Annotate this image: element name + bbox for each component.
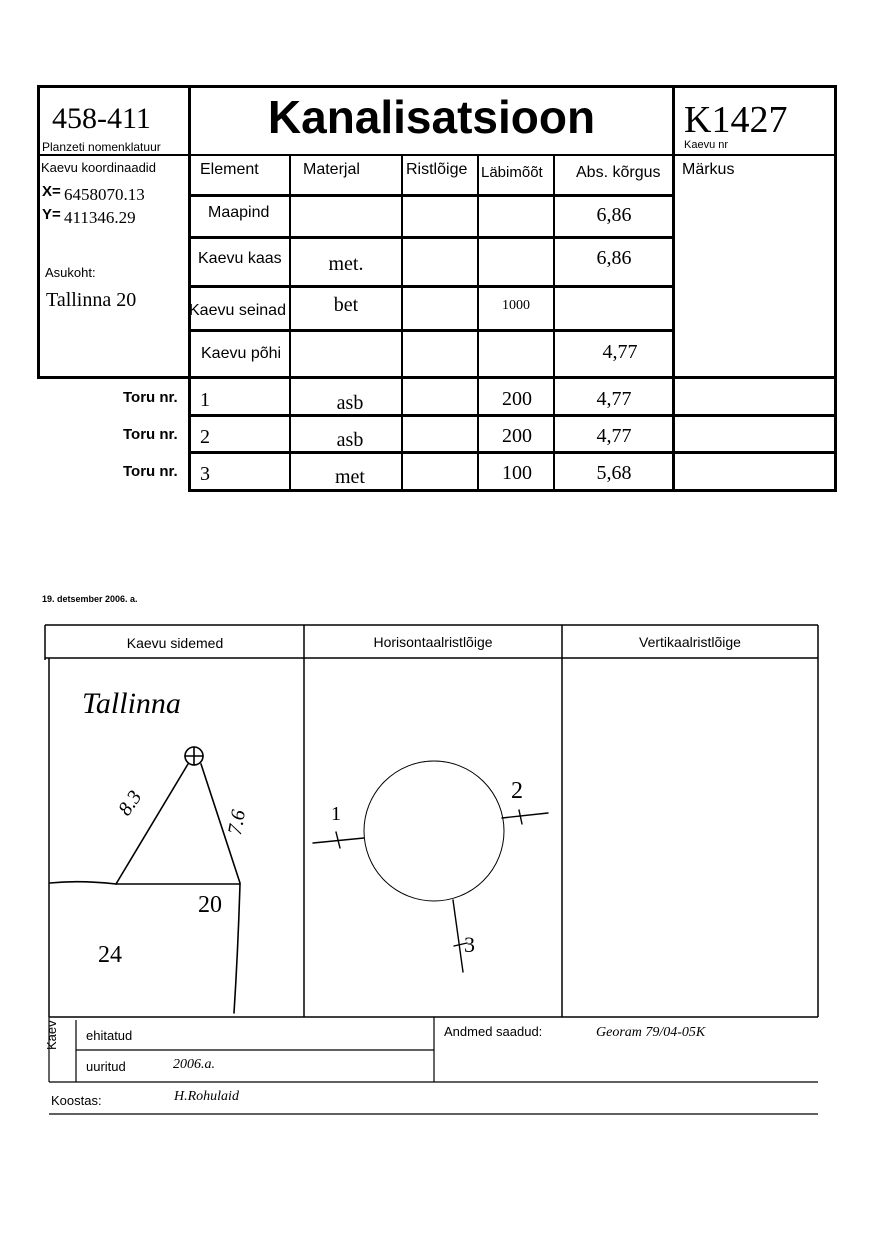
pipe-diameter: 100 — [502, 462, 532, 484]
y-coordinate-value: 411346.29 — [64, 208, 136, 227]
coordinates-label: Kaevu koordinaadid — [41, 160, 156, 175]
data-source-label: Andmed saadud: — [444, 1024, 543, 1039]
x-coordinate-value: 6458070.13 — [64, 185, 145, 204]
col-header-abs-height: Abs. kõrgus — [576, 164, 661, 181]
element-name: Kaevu seinad — [189, 302, 286, 319]
col-title-vertical-section: Vertikaalristlõige — [639, 634, 741, 650]
pipe-abs-height: 4,77 — [596, 388, 632, 410]
well-number: K1427 — [684, 99, 788, 141]
element-name: Maapind — [208, 204, 270, 221]
pipe-number: 2 — [200, 426, 210, 448]
pipe-material: asb — [336, 429, 364, 451]
pipe-abs-height: 5,68 — [596, 462, 632, 484]
nomenclature-label: Planzeti nomenklatuur — [42, 140, 161, 154]
pipe-2-label: 2 — [511, 778, 523, 804]
element-diameter: 1000 — [502, 298, 530, 313]
surveyed-value: 2006.a. — [173, 1057, 215, 1072]
pipe-material: asb — [336, 392, 364, 414]
built-label: ehitatud — [86, 1028, 133, 1043]
col-header-remark: Märkus — [682, 161, 735, 178]
house-number: 24 — [98, 942, 122, 968]
distance-bottom: 20 — [198, 892, 222, 918]
well-circle — [364, 761, 504, 901]
pipe-3-label: 3 — [464, 932, 475, 957]
well-number-label: Kaevu nr — [684, 139, 729, 151]
nomenclature-value: 458-411 — [52, 102, 151, 135]
pipe-material: met — [335, 466, 365, 488]
pipe-1-label: 1 — [331, 803, 341, 825]
pipe-diameter: 200 — [502, 388, 532, 410]
distance-right: 7.6 — [224, 808, 251, 837]
location-label: Asukoht: — [45, 265, 96, 280]
location-value: Tallinna 20 — [46, 289, 137, 311]
data-source-value: Georam 79/04-05K — [596, 1025, 706, 1040]
col-header-material: Materjal — [303, 161, 360, 178]
element-material: bet — [333, 294, 359, 316]
page-title: Kanalisatsioon — [267, 91, 596, 143]
element-abs-height: 6,86 — [596, 204, 632, 226]
element-abs-height: 6,86 — [596, 247, 632, 269]
distance-left: 8.3 — [113, 786, 147, 820]
col-header-diameter: Läbimõõt — [481, 164, 543, 181]
pipe-diameter: 200 — [502, 425, 532, 447]
well-side-label: Kaev — [44, 1020, 59, 1050]
pipe-label: Toru nr. — [123, 426, 178, 443]
x-coordinate-label: X= — [42, 183, 61, 200]
pipe-abs-height: 4,77 — [596, 425, 632, 447]
col-header-cross-section: Ristlõige — [406, 161, 468, 178]
pipe-label: Toru nr. — [123, 463, 178, 480]
street-label: Tallinna — [82, 687, 181, 720]
col-title-well-connections: Kaevu sidemed — [126, 635, 224, 651]
author-value: H.Rohulaid — [174, 1089, 239, 1104]
pipe-number: 1 — [200, 389, 210, 411]
col-header-element: Element — [200, 161, 259, 178]
pipe-number: 3 — [200, 463, 210, 485]
col-title-horizontal-section: Horisontaalristlõige — [373, 634, 493, 650]
surveyed-label: uuritud — [86, 1059, 126, 1074]
element-name: Kaevu põhi — [201, 345, 282, 362]
element-material: met. — [328, 253, 364, 275]
element-name: Kaevu kaas — [198, 250, 282, 267]
location-sketch — [50, 747, 240, 1013]
author-label: Koostas: — [51, 1093, 102, 1108]
pipe-label: Toru nr. — [123, 389, 178, 406]
element-abs-height: 4,77 — [602, 341, 638, 363]
document-date: 19. detsember 2006. a. — [42, 594, 138, 604]
y-coordinate-label: Y= — [42, 206, 61, 223]
